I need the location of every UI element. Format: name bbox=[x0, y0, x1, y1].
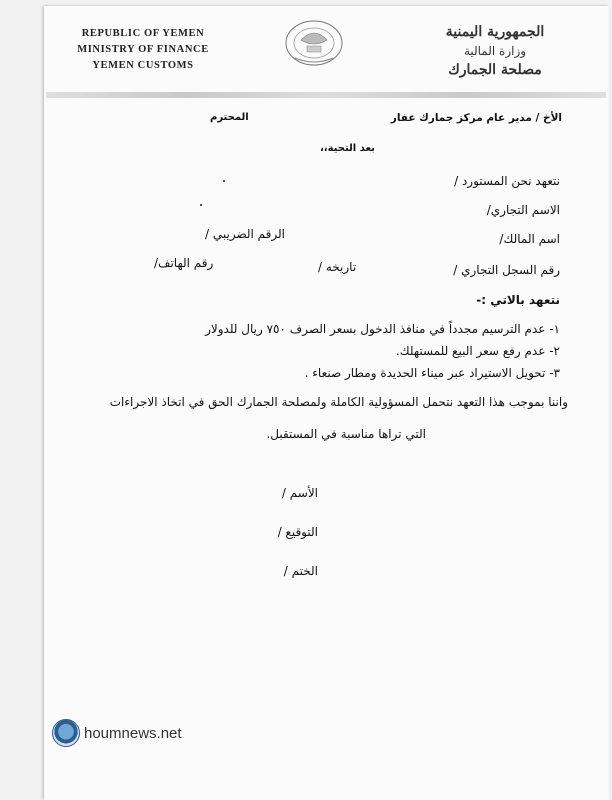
field-date: تاريخه / bbox=[318, 260, 357, 274]
site-watermark-text: houmnews.net bbox=[84, 724, 182, 742]
greeting: بعد التحية،، bbox=[320, 143, 375, 154]
letterhead-ar-line-1: الجمهورية اليمنية bbox=[445, 24, 545, 40]
letterhead-english bbox=[58, 26, 228, 74]
closing-paragraph-line-1: واننا بموجب هذا التعهد نتحمل المسؤولية الكاملة ولمصلحة الجمارك الحق في اتخاذ الاجراءات bbox=[109, 395, 568, 409]
site-watermark bbox=[52, 720, 182, 746]
commitment-item: ١- عدم الترسيم مجدداً في منافذ الدخول بسعر الصرف ٧٥٠ ريال للدولار bbox=[205, 322, 560, 336]
ink-dot bbox=[200, 204, 202, 206]
addressee: الأخ / مدير عام مركز جمارك عفار bbox=[390, 112, 562, 124]
field-trade-name: الاسم التجاري/ bbox=[486, 203, 560, 217]
letterhead-en-line-2: MINISTRY OF FINANCE bbox=[77, 44, 209, 55]
closing-paragraph-line-2: التي تراها مناسبة في المستقبل. bbox=[266, 427, 426, 441]
commitment-item: ٢- عدم رفع سعر البيع للمستهلك. bbox=[395, 344, 560, 358]
letterhead-arabic bbox=[420, 22, 570, 80]
signature-stamp-label: الختم / bbox=[283, 564, 318, 578]
signature-sign-label: التوقيع / bbox=[277, 525, 318, 539]
letterhead-divider bbox=[46, 92, 606, 98]
yemen-emblem-icon bbox=[283, 18, 345, 68]
field-owner-name: اسم المالك/ bbox=[499, 232, 560, 246]
field-tax-number: الرقم الضريبي / bbox=[205, 227, 285, 241]
letterhead-en-line-3: YEMEN CUSTOMS bbox=[92, 60, 194, 71]
signature-name-label: الأسم / bbox=[281, 486, 318, 500]
commit-heading: نتعهد بالاتي :- bbox=[476, 293, 560, 307]
letterhead-ar-line-3: مصلحة الجمارك bbox=[448, 62, 542, 78]
letterhead-ar-line-2: وزارة المالية bbox=[463, 44, 527, 58]
field-importer: نتعهد نحن المستورد / bbox=[454, 174, 560, 188]
site-logo-icon bbox=[52, 719, 80, 747]
ink-dot bbox=[223, 180, 225, 182]
letterhead-en-line-1: REPUBLIC OF YEMEN bbox=[81, 28, 205, 39]
field-phone: رقم الهاتف/ bbox=[154, 256, 214, 270]
respect-label: المحترم bbox=[210, 112, 249, 123]
commitment-item: ٣- تحويل الاستيراد عبر ميناء الحديدة ومطار صنعاء . bbox=[304, 366, 560, 380]
field-commercial-register: رقم السجل التجاري / bbox=[453, 263, 560, 277]
